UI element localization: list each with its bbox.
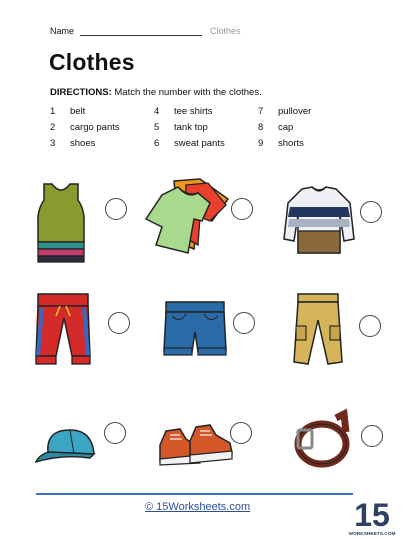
word-bank-item: 6 sweat pants bbox=[154, 138, 225, 149]
logo-text: WORKSHEETS.COM bbox=[348, 532, 396, 537]
answer-circle[interactable] bbox=[233, 312, 255, 334]
answer-circle[interactable] bbox=[105, 198, 127, 220]
answer-circle[interactable] bbox=[104, 422, 126, 444]
word-bank-item: 5 tank top bbox=[154, 122, 208, 133]
page-title: Clothes bbox=[49, 49, 135, 75]
directions-label: DIRECTIONS: bbox=[50, 87, 112, 98]
answer-circle[interactable] bbox=[230, 422, 252, 444]
answer-circle[interactable] bbox=[361, 425, 383, 447]
worksheets-logo bbox=[348, 494, 396, 538]
footer-link[interactable]: © 15Worksheets.com bbox=[145, 501, 251, 513]
logo-number: 15 bbox=[354, 497, 390, 533]
directions-text: Match the number with the clothes. bbox=[111, 87, 262, 98]
cargo-pants-image bbox=[288, 290, 348, 372]
name-row bbox=[50, 26, 241, 36]
sweat-pants-image bbox=[32, 290, 94, 370]
cap-image bbox=[32, 424, 102, 468]
tee-shirts-image bbox=[140, 175, 232, 257]
pullover-image bbox=[282, 183, 356, 259]
word-bank-item: 9 shorts bbox=[258, 138, 304, 149]
answer-circle[interactable] bbox=[359, 315, 381, 337]
directions bbox=[50, 87, 262, 98]
name-label: Name bbox=[50, 26, 75, 36]
answer-circle[interactable] bbox=[108, 312, 130, 334]
word-bank-item: 8 cap bbox=[258, 122, 294, 133]
word-bank-item: 2 cargo pants bbox=[50, 122, 120, 133]
word-bank-item: 4 tee shirts bbox=[154, 106, 213, 117]
name-field[interactable] bbox=[80, 27, 202, 36]
word-bank-item: 1 belt bbox=[50, 106, 86, 117]
topic-label: Clothes bbox=[210, 26, 241, 36]
tank-top-image bbox=[30, 180, 92, 268]
answer-circle[interactable] bbox=[360, 201, 382, 223]
belt-image bbox=[292, 410, 350, 474]
footer-divider bbox=[36, 493, 353, 495]
answer-circle[interactable] bbox=[231, 198, 253, 220]
word-bank-item: 3 shoes bbox=[50, 138, 96, 149]
shorts-image bbox=[162, 298, 228, 362]
shoes-image bbox=[156, 421, 234, 471]
word-bank-item: 7 pullover bbox=[258, 106, 312, 117]
